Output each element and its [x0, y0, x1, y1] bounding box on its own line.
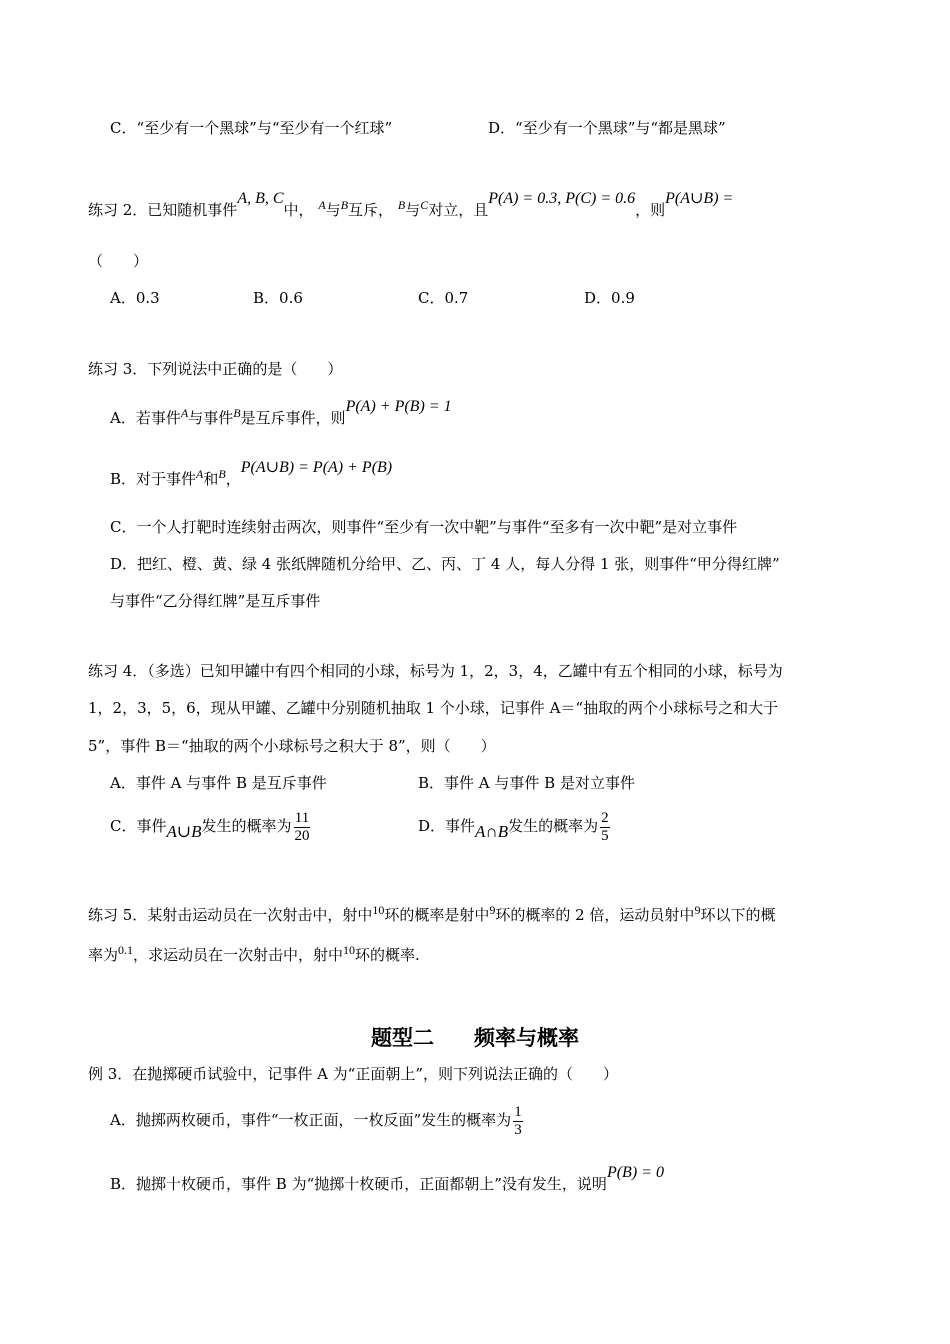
heading-left: 题型二	[371, 1026, 434, 1050]
ex3-option-b	[110, 459, 393, 490]
ex5-n10: 10	[372, 903, 385, 917]
ex3-option-c: C．一个人打靶时连续射击两次，则事件“至少有一次中靶”与事件“至多有一次中靶”是对立事件	[110, 518, 738, 536]
ex5-n9: 9	[489, 903, 496, 917]
ex5-p1: 练习 5．某射击运动员在一次射击中，射中	[88, 906, 373, 924]
ex6-a-text: A．抛掷两枚硬币，事件“一枚正面，一枚反面”发生的概率为	[110, 1111, 512, 1129]
ex5-p7: 环的概率.	[355, 946, 420, 964]
ex3-option-d-line1: D．把红、橙、黄、绿 4 张纸牌随机分给甲、乙、丙、丁 4 人，每人分得 1 张，则事件“甲分得红牌”	[110, 555, 780, 573]
ex6-b-text: B．抛掷十枚硬币，事件 B 为“抛掷十枚硬币，正面都朝上”没有发生，说明	[110, 1175, 607, 1193]
ex4-c-expr: A∪B	[166, 822, 202, 841]
ex2-huchi: 互斥，	[348, 201, 394, 219]
ex6-a-fraction	[513, 1104, 523, 1139]
ex3-option-a	[110, 398, 452, 429]
ex4-c-pre: C．事件	[110, 817, 167, 835]
ex5-p3: 环的概率的 2 倍，运动员射中	[495, 906, 695, 924]
ex2-option-c: C．0.7	[418, 289, 469, 307]
ex4-c-fraction	[294, 810, 311, 845]
example-3-option-a	[110, 1100, 525, 1140]
ex3-b-formula: P(A∪B) = P(A) + P(B)	[240, 459, 393, 476]
ex2-events: A, B, C	[237, 190, 284, 207]
ex2-ze: ，则	[635, 201, 666, 219]
ex4-option-d	[418, 806, 612, 846]
exercise-3-stem: 练习 3．下列说法中正确的是（ ）	[88, 360, 343, 378]
ex4-option-b: B．事件 A 与事件 B 是对立事件	[418, 774, 635, 792]
ex2-zhong: 中，	[283, 201, 314, 219]
ex3-b-a: A	[196, 467, 204, 481]
exercise-4-line1: 练习 4．（多选）已知甲罐中有四个相同的小球，标号为 1，2，3，4，乙罐中有五个相同的小球，标号为	[88, 662, 783, 680]
ex3-a-post: 是互斥事件，则	[240, 409, 346, 427]
exercise-5-line2	[88, 945, 420, 966]
example-3-option-b	[110, 1164, 664, 1195]
ex4-d-fraction	[600, 810, 610, 845]
ex6-a-num: 1	[514, 1103, 522, 1120]
ex4-option-c	[110, 806, 313, 846]
ex2-option-b: B．0.6	[253, 289, 303, 307]
ex3-b-b: B	[218, 467, 226, 481]
ex5-n10b: 10	[343, 943, 356, 957]
ex4-c-den: 20	[294, 827, 310, 844]
ex3-a-a: A	[180, 406, 189, 420]
exercise-5-line1	[88, 905, 775, 926]
ex3-a-formula: P(A) + P(B) = 1	[345, 398, 452, 415]
ex5-p2: 环的概率是射中	[384, 906, 490, 924]
ex4-d-post: 发生的概率为	[508, 817, 599, 835]
ex2-option-d: D．0.9	[584, 289, 635, 307]
ex2-duili: 对立，且	[428, 201, 489, 219]
ex4-c-num: 11	[294, 809, 310, 826]
ex3-option-d-line2: 与事件“乙分得红牌”是互斥事件	[110, 592, 321, 610]
ex2-a: A	[318, 198, 326, 212]
ex2-c: C	[420, 198, 429, 212]
ex5-n9b: 9	[694, 903, 701, 917]
heading-right: 频率与概率	[474, 1026, 579, 1050]
ex3-a-b: B	[233, 406, 241, 420]
ex4-d-den: 5	[601, 827, 609, 844]
ex2-yu2: 与	[405, 201, 421, 219]
ex6-b-formula: P(B) = 0	[606, 1164, 664, 1181]
ex2-paren: （ ）	[88, 252, 149, 270]
ex2-b2: B	[397, 198, 406, 212]
ex2-option-a: A．0.3	[110, 289, 160, 307]
ex2-target: P(A∪B) =	[665, 190, 734, 207]
ex2-b: B	[340, 198, 349, 212]
ex4-d-num: 2	[601, 809, 609, 826]
ex2-given: P(A) = 0.3, P(C) = 0.6	[488, 190, 636, 207]
ex2-prefix: 练习 2．已知随机事件	[88, 201, 238, 219]
exercise-4-line3: 5”，事件 B＝“抽取的两个小球标号之积大于 8”，则（ ）	[88, 737, 496, 755]
exercise-2-stem	[88, 190, 734, 221]
option-d-q1: D．“至少有一个黑球”与“都是黑球”	[488, 119, 726, 137]
ex3-b-mid: 和	[203, 470, 219, 488]
ex5-p4: 环以下的概	[700, 906, 776, 924]
ex4-d-pre: D．事件	[418, 817, 476, 835]
ex4-c-post: 发生的概率为	[201, 817, 292, 835]
ex4-option-a: A．事件 A 与事件 B 是互斥事件	[110, 774, 327, 792]
ex3-b-comma: ，	[225, 470, 241, 488]
exercise-4-line2: 1，2，3，5，6，现从甲罐、乙罐中分别随机抽取 1 个小球，记事件 A＝“抽取的两个小球标号之和大于	[88, 699, 779, 717]
ex2-yu1: 与	[325, 201, 341, 219]
ex5-p5: 率为	[88, 946, 119, 964]
example-3-stem: 例 3．在抛掷硬币试验中，记事件 A 为“正面朝上”，则下列说法正确的（ ）	[88, 1065, 619, 1083]
section-heading	[0, 1022, 950, 1052]
ex4-d-expr: A∩B	[475, 822, 509, 841]
ex3-a-mid: 与事件	[188, 409, 234, 427]
option-c-q1: C．“至少有一个黑球”与“至少有一个红球”	[110, 119, 393, 137]
ex3-a-pre: A．若事件	[110, 409, 181, 427]
ex6-a-den: 3	[514, 1121, 522, 1138]
ex5-p6: ，求运动员在一次射击中，射中	[133, 946, 344, 964]
ex3-b-pre: B．对于事件	[110, 470, 197, 488]
ex5-n01: 0.1	[118, 943, 134, 957]
